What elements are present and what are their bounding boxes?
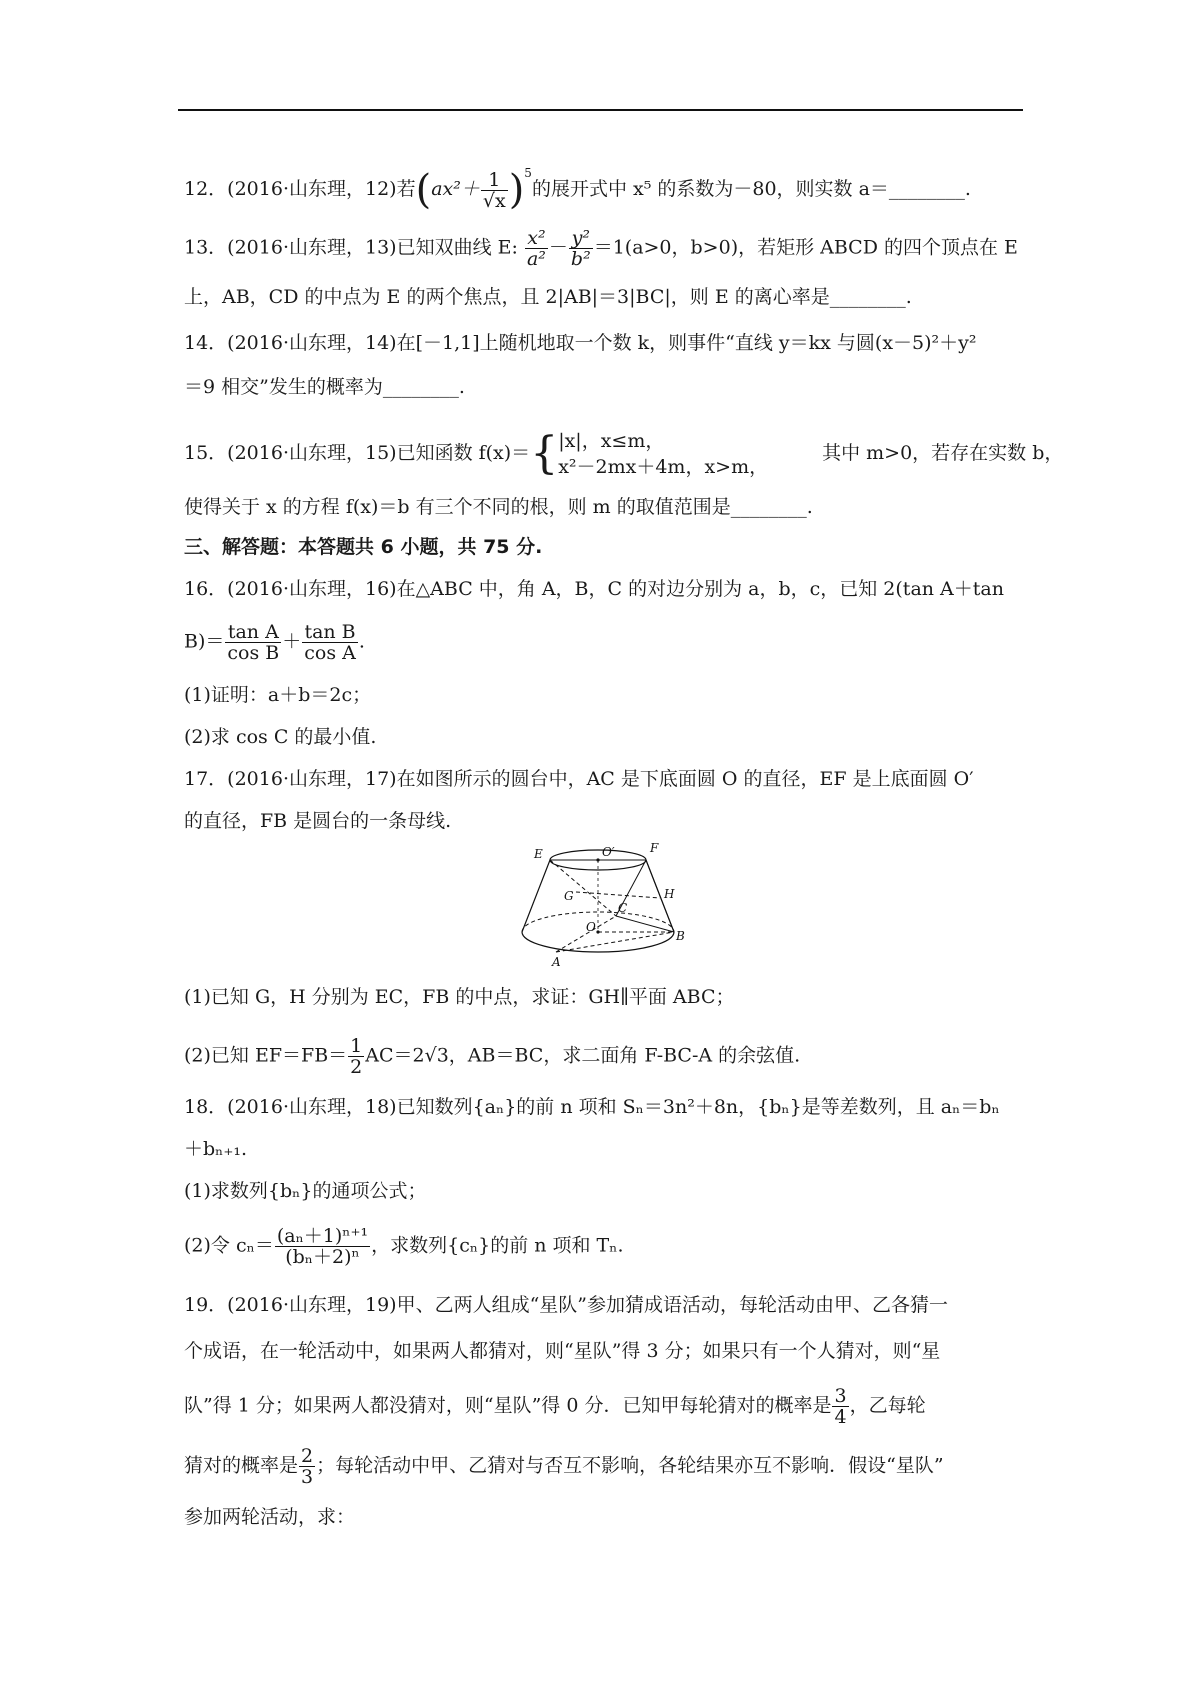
q19-prob-jia: $\frac{3}{4}$ <box>834 1385 847 1428</box>
label-C: C <box>618 901 628 915</box>
frustum-figure <box>516 836 696 972</box>
question-13: 13．(2016·山东理，13)已知双曲线 E: $\frac{\text{x²}}{\text{a²}}$ － $\frac{\text{y²}}{\text{b²}}$ ＝1(a>0，b>0)，若矩形 ABCD 的四个顶点在 E <box>184 227 1018 270</box>
question-19-line-3: 队”得 1 分；如果两人都没猜对，则“星队”得 0 分．已知甲每轮猜对的概率是 $\frac{3}{4}$ ，乙每轮 <box>184 1385 926 1428</box>
question-17-part-2: (2)已知 EF＝FB＝ $\frac{1}{2}$ AC＝2√3，AB＝BC，求二面角 F-BC-A 的余弦值. <box>184 1035 801 1078</box>
q15-tail: 其中 m>0，若存在实数 b， <box>822 442 1064 464</box>
q12-base: ax²＋ <box>431 178 480 200</box>
question-17-cont: 的直径，FB 是圆台的一条母线. <box>184 810 452 832</box>
q13-stem: 13．(2016·山东理，13)已知双曲线 E: <box>184 236 518 259</box>
q12-tail: 的展开式中 x⁵ 的系数为－80，则实数 a＝________. <box>531 178 971 200</box>
q15-pieces: |x|，x≤m， x²－2mx＋4m，x>m， <box>558 430 769 478</box>
label-H: H <box>664 887 675 901</box>
question-16: 16．(2016·山东理，16)在△ABC 中，角 A，B，C 的对边分别为 a，b，c，已知 2(tan A＋tan <box>184 578 1004 600</box>
label-O-prime: O′ <box>602 845 615 859</box>
question-18-part-2: (2)令 cₙ＝ $\frac{\text{(aₙ＋1)ⁿ⁺¹}}{\text{(bₙ＋2)ⁿ}}$ ，求数列{cₙ}的前 n 项和 Tₙ. <box>184 1225 624 1268</box>
q13-fraction-y: $\frac{\text{y²}}{\text{b²}}$ <box>570 227 591 270</box>
q15-stem: 15．(2016·山东理，15)已知函数 f(x)＝ <box>184 442 531 464</box>
question-19: 19．(2016·山东理，19)甲、乙两人组成“星队”参加猜成语活动，每轮活动由甲、乙各猜一 <box>184 1294 949 1316</box>
question-19-line-5: 参加两轮活动，求： <box>184 1506 356 1528</box>
q18-fraction: $\frac{\text{(aₙ＋1)ⁿ⁺¹}}{\text{(bₙ＋2)ⁿ}}$ <box>276 1225 369 1268</box>
label-A: A <box>552 955 561 969</box>
label-F: F <box>650 841 659 855</box>
q12-left-paren: ( <box>415 167 432 213</box>
question-18: 18．(2016·山东理，18)已知数列{aₙ}的前 n 项和 Sₙ＝3n²＋8n，{bₙ}是等差数列，且 aₙ＝bₙ <box>184 1096 1000 1118</box>
question-14: 14．(2016·山东理，14)在[－1,1]上随机地取一个数 k，则事件“直线 y＝kx 与圆(x－5)²＋y² <box>184 332 977 354</box>
question-17: 17．(2016·山东理，17)在如图所示的圆台中，AC 是下底面圆 O 的直径，EF 是上底面圆 O′ <box>184 768 974 790</box>
q12-exponent: 5 <box>524 166 532 180</box>
label-G: G <box>564 889 574 903</box>
question-18-part-1: (1)求数列{bₙ}的通项公式； <box>184 1180 427 1202</box>
q17-half-fraction: $\frac{1}{2}$ <box>350 1035 363 1078</box>
question-19-line-4: 猜对的概率是 $\frac{2}{3}$ ；每轮活动中甲、乙猜对与否互不影响，各轮结果亦互不影响．假设“星队” <box>184 1445 944 1488</box>
question-16-part-1: (1)证明：a＋b＝2c； <box>184 684 372 706</box>
question-14-cont: ＝9 相交”发生的概率为________. <box>184 376 465 398</box>
q13-fraction-x: $\frac{\text{x²}}{\text{a²}}$ <box>526 227 546 270</box>
label-O: O <box>586 920 596 934</box>
q15-brace: { <box>530 428 559 479</box>
question-18-cont: ＋bₙ₊₁. <box>184 1138 248 1160</box>
label-E: E <box>534 847 543 861</box>
question-17-part-1: (1)已知 G，H 分别为 EC，FB 的中点，求证：GH∥平面 ABC； <box>184 986 735 1008</box>
q13-tail: ＝1(a>0，b>0)，若矩形 ABCD 的四个顶点在 E <box>593 236 1018 259</box>
question-16-part-2: (2)求 cos C 的最小值. <box>184 726 377 748</box>
header-rule <box>178 109 1023 111</box>
q12-stem: 12．(2016·山东理，12)若 <box>184 178 416 200</box>
section-heading: 三、解答题：本答题共 6 小题，共 75 分. <box>184 536 543 558</box>
q12-right-paren: ) <box>508 167 525 213</box>
question-15 <box>184 428 1063 480</box>
question-15-cont: 使得关于 x 的方程 f(x)＝b 有三个不同的根，则 m 的取值范围是________. <box>184 496 813 518</box>
q19-prob-yi: $\frac{2}{3}$ <box>301 1445 314 1488</box>
question-19-line-2: 个成语，在一轮活动中，如果两人都猜对，则“星队”得 3 分；如果只有一个人猜对，则“星 <box>184 1340 941 1362</box>
question-13-cont: 上，AB，CD 的中点为 E 的两个焦点，且 2|AB|＝3|BC|，则 E 的离心率是________. <box>184 286 912 308</box>
q16-fraction-2: $\frac{\text{tan B}}{\text{cos A}}$ <box>304 621 356 664</box>
q12-fraction: $\frac{1}{√x}$ <box>482 168 506 212</box>
question-12 <box>184 160 971 211</box>
q16-fraction-1: $\frac{\text{tan A}}{\text{cos B}}$ <box>227 621 280 664</box>
label-B: B <box>676 929 685 943</box>
question-16-cont: B)＝ $\frac{\text{tan A}}{\text{cos B}}$ ＋ $\frac{\text{tan B}}{\text{cos A}}$ . <box>184 621 365 664</box>
